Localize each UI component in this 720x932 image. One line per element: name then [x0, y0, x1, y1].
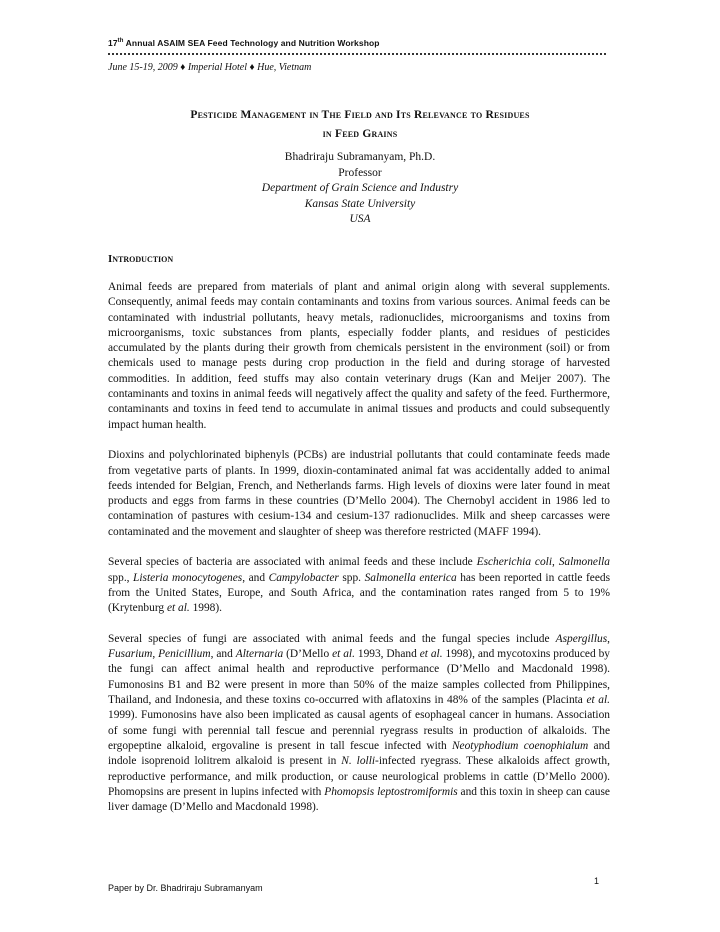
text-run: ,: [607, 632, 610, 645]
text-run: 1993, Dhand: [354, 648, 420, 661]
paragraph-2: Dioxins and polychlorinated biphenyls (PCBs) are industrial pollutants that could contaminate feeds made from vegetative parts of plants. In 1999, dioxin-contaminated animal fat was accidentally added to animal feeds intended for Belgian, French, and Netherlands farms. High levels of dioxins were later found in meat products and eggs from farms in these countries (D’Mello 2004). The Chernobyl accident in 1986 led to contamination of pastures with cesium-134 and cesium-137 radionuclides. Milk and sheep carcasses were contaminated and the movement and slaughter of sheep was therefore restricted (MAFF 1994).: [108, 449, 610, 538]
author-position: Professor: [338, 166, 382, 179]
author-block: [108, 150, 612, 228]
workshop-header-details: [108, 62, 311, 73]
author-university: Kansas State University: [304, 197, 416, 210]
text-run: spp.,: [108, 571, 134, 584]
author-country: USA: [349, 213, 371, 225]
header-ordinal-suffix: th: [117, 38, 124, 45]
text-run: has been reported in cattle feeds from the United States, Europe, and South Africa, and the contamination rates ranged from 5 to 19% (Krytenburg: [108, 571, 611, 615]
species-name: Campylobacter: [268, 571, 339, 584]
species-name: Aspergillus: [555, 632, 608, 645]
section-heading-introduction: Introduction: [108, 253, 174, 265]
citation-etal: et al.: [166, 602, 190, 615]
text-run: -infected ryegrass. These alkaloids affect growth, reproductive performance, and milk production, or cause neurological problems in cattle (D’Mello 2000). Phomopsins are present in lupins infected with: [108, 755, 610, 798]
citation-etal: et al.: [586, 694, 610, 707]
species-name: Salmonella enterica: [364, 571, 457, 584]
text-run: 1998).: [189, 602, 223, 615]
species-name: Escherichia coli: [476, 556, 552, 569]
text-run: , and: [242, 571, 269, 584]
species-name: Penicillium: [158, 648, 211, 661]
header-ordinal: 17: [108, 38, 118, 48]
species-name: N. lolli: [341, 755, 376, 768]
text-run: spp.: [338, 571, 365, 584]
citation-etal: et al.: [332, 648, 355, 661]
species-name: Phomopsis leptostromiformis: [324, 785, 458, 798]
species-name: Salmonella: [558, 556, 610, 569]
text-run: 1999). Fumonosins have also been implicated as causal agents of esophageal cancer in humans. Association of some fungi with perennial tall fescue and perennial ryegrass results in production of alkaloids. The ergopeptine alkaloid, ergovaline is present in tall fescue infected with: [108, 709, 610, 752]
paragraph-3: [108, 555, 610, 616]
text-run: and this toxin in sheep can cause liver damage (D’Mello and Macdonald 1998).: [108, 785, 610, 814]
paper-title: [108, 106, 612, 144]
footer-text: Paper by Dr. Bhadriraju Subramanyam: [108, 883, 263, 893]
species-name: Listeria monocytogenes: [133, 571, 243, 584]
species-name: Neotyphodium coenophialum: [451, 739, 589, 752]
species-name: Fusarium: [108, 648, 153, 661]
paper-title-line1: Pesticide Management in The Field and Its Relevance to Residues: [190, 109, 530, 121]
paragraph-1: Animal feeds are prepared from materials of plant and animal origin along with several supplements. Consequently, animal feeds may contain contaminants and toxins from various sources. Animal feeds can be contaminated with industrial pollutants, heavy metals, radionuclides, microorganisms and toxins from microorganisms, toxic substances from plants, especially fodder plants, and residues of pesticides accumulated by the plants during their growth from chemicals persistent in the environment (soil) or from chemicals used to manage pests during crop production in the field and during storage of harvested commodities. In addition, feed stuffs may also contain veterinary drugs (Kan and Meijer 2007). The contaminants and toxins in animal feeds will negatively affect the quality and safety of the feed. Furthermore, contaminants and toxins in feed tend to accumulate in animal tissues and products and could subsequently impact human health.: [108, 281, 610, 431]
text-run: , and: [210, 648, 236, 661]
header-city: Hue, Vietnam: [257, 62, 312, 73]
diamond-separator-icon: ♦: [249, 62, 255, 73]
text-run: and indole isoprenoid lolitrem alkaloid is present in: [108, 739, 610, 768]
text-run: ,: [551, 556, 559, 569]
text-run: Several species of fungi are associated with animal feeds and the fungal species include: [108, 632, 556, 645]
paragraph-4: [108, 632, 610, 816]
text-run: 1998), and mycotoxins produced by the fungi can affect animal health and reproductive performance (D’Mello and Macdonald 1998). Fumonosins B1 and B2 were present in more than 50% of the maize samples collected from Philippines, Thailand, and Indonesia, and these toxins co-occurred with aflatoxins in 48% of the samples (Placinta: [108, 648, 610, 707]
citation-etal: et al.: [419, 648, 443, 661]
paper-title-line2: in Feed Grains: [322, 128, 398, 140]
author-name: Bhadriraju Subramanyam, Ph.D.: [284, 151, 436, 163]
header-dotted-rule: [108, 53, 606, 55]
workshop-header-title: [108, 38, 380, 48]
header-venue: Imperial Hotel: [187, 62, 247, 73]
text-run: Several species of bacteria are associated with animal feeds and these include: [108, 556, 477, 569]
text-run: ,: [152, 648, 159, 661]
header-date: June 15-19, 2009: [108, 62, 178, 73]
body-text: [108, 280, 610, 831]
page-number: 1: [594, 876, 600, 886]
diamond-separator-icon: ♦: [180, 62, 186, 73]
author-department: Department of Grain Science and Industry: [261, 182, 459, 194]
header-title-text: Annual ASAIM SEA Feed Technology and Nutrition Workshop: [123, 38, 380, 48]
species-name: Alternaria: [235, 648, 284, 661]
text-run: (D’Mello: [283, 648, 333, 661]
